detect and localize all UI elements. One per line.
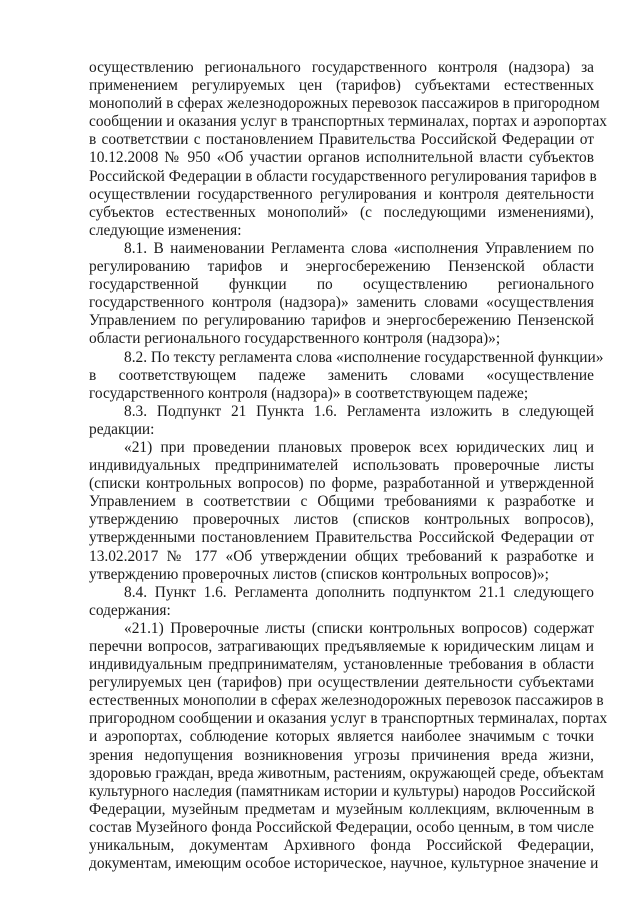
text-line: (списки контрольных вопросов) по форме, разработанной и утвержденной bbox=[89, 475, 594, 493]
text-line: регулируемых цен (тарифов) при осуществлении деятельности субъектами bbox=[89, 674, 594, 692]
text-line: «21.1) Проверочные листы (списки контрольных вопросов) содержат bbox=[124, 619, 594, 637]
text-line: применением регулируемых цен (тарифов) субъектами естественных bbox=[89, 77, 594, 95]
text-line: государственного контроля (надзора)» в соответствующем падеже; bbox=[89, 384, 529, 402]
text-line: перечни вопросов, затрагивающих предъявляемые к юридическим лицам и bbox=[89, 638, 594, 655]
text-line: 8.2. По тексту регламента слова «исполнение государственной функции» bbox=[124, 348, 604, 366]
text-line: уникальным, документам Архивного фонда Российской Федерации, bbox=[89, 837, 594, 855]
text-line: здоровью граждан, вреда животным, растениям, окружающей среде, объектам bbox=[89, 764, 604, 782]
text-line: области регионального государственного контроля (надзора)»; bbox=[89, 330, 501, 348]
text-line: Управлением в соответствии с Общими требованиями к разработке и bbox=[89, 493, 594, 511]
text-line: утверждению проверочных листов (списков контрольных вопросов)»; bbox=[89, 565, 549, 583]
text-line: 8.3. Подпункт 21 Пункта 1.6. Регламента изложить в следующей bbox=[124, 402, 594, 420]
text-line: документам, имеющим особое историческое, научное, культурное значение и bbox=[89, 855, 599, 873]
text-line: Российской Федерации в области государственного регулирования тарифов в bbox=[89, 167, 597, 185]
text-line: субъектов естественных монополий» (с последующими изменениями), bbox=[89, 203, 594, 221]
text-line: монополий в сферах железнодорожных перевозок пассажиров в пригородном bbox=[89, 95, 600, 113]
text-line: индивидуальных предпринимателей использовать проверочные листы bbox=[89, 457, 594, 475]
text-line: регулированию тарифов и энергосбережению Пензенской области bbox=[89, 258, 594, 276]
text-line: индивидуальным предпринимателям, установленные требования в области bbox=[89, 656, 594, 674]
text-line: утвержденными постановлением Правительства Российской Федерации от bbox=[89, 529, 594, 547]
text-line: осуществлению регионального государственного контроля (надзора) за bbox=[89, 59, 594, 76]
text-line: пригородном сообщении и оказания услуг в транспортных терминалах, портах bbox=[89, 710, 608, 728]
text-line: 13.02.2017 № 177 «Об утверждении общих требований к разработке и bbox=[89, 547, 594, 565]
text-line: утверждению проверочных листов (списков контрольных вопросов), bbox=[89, 511, 594, 529]
text-line: зрения недопущения возникновения угрозы причинения вреда жизни, bbox=[89, 746, 594, 764]
text-line: сообщении и оказания услуг в транспортных терминалах, портах и аэропортах bbox=[89, 113, 607, 131]
text-line: в соответствующем падеже заменить словами «осуществление bbox=[89, 366, 594, 384]
text-line: следующие изменения: bbox=[89, 221, 242, 239]
text-line: 8.1. В наименовании Регламента слова «исполнения Управлением по bbox=[124, 239, 594, 257]
text-line: Управлением по регулированию тарифов и энергосбережению Пензенской bbox=[89, 312, 594, 330]
document-body bbox=[89, 59, 608, 873]
text-line: естественных монополии в сферах железнодорожных перевозок пассажиров в bbox=[89, 692, 604, 710]
text-line: содержания: bbox=[89, 601, 171, 619]
text-line: 10.12.2008 № 950 «Об участии органов исполнительной власти субъектов bbox=[89, 149, 594, 167]
text-line: и аэропортах, соблюдение которых является наиболее значимым с точки bbox=[89, 728, 594, 746]
text-line: осуществлении государственного регулирования и контроля деятельности bbox=[89, 185, 594, 203]
text-line: в соответствии с постановлением Правительства Российской Федерации от bbox=[89, 131, 594, 149]
text-line: культурного наследия (памятникам истории и культуры) народов Российской bbox=[89, 782, 596, 800]
text-line: «21) при проведении плановых проверок всех юридических лиц и bbox=[124, 438, 594, 456]
text-line: Федерации, музейным предметам и музейным коллекциям, включенным в bbox=[89, 800, 594, 818]
text-line: редакции: bbox=[89, 420, 155, 438]
text-line: государственного контроля (надзора)» заменить словами «осуществления bbox=[89, 294, 594, 312]
text-line: государственной функции по осуществлению регионального bbox=[89, 276, 594, 294]
text-line: 8.4. Пункт 1.6. Регламента дополнить подпунктом 21.1 следующего bbox=[124, 583, 594, 601]
text-line: состав Музейного фонда Российской Федерации, особо ценным, в том числе bbox=[89, 818, 594, 836]
